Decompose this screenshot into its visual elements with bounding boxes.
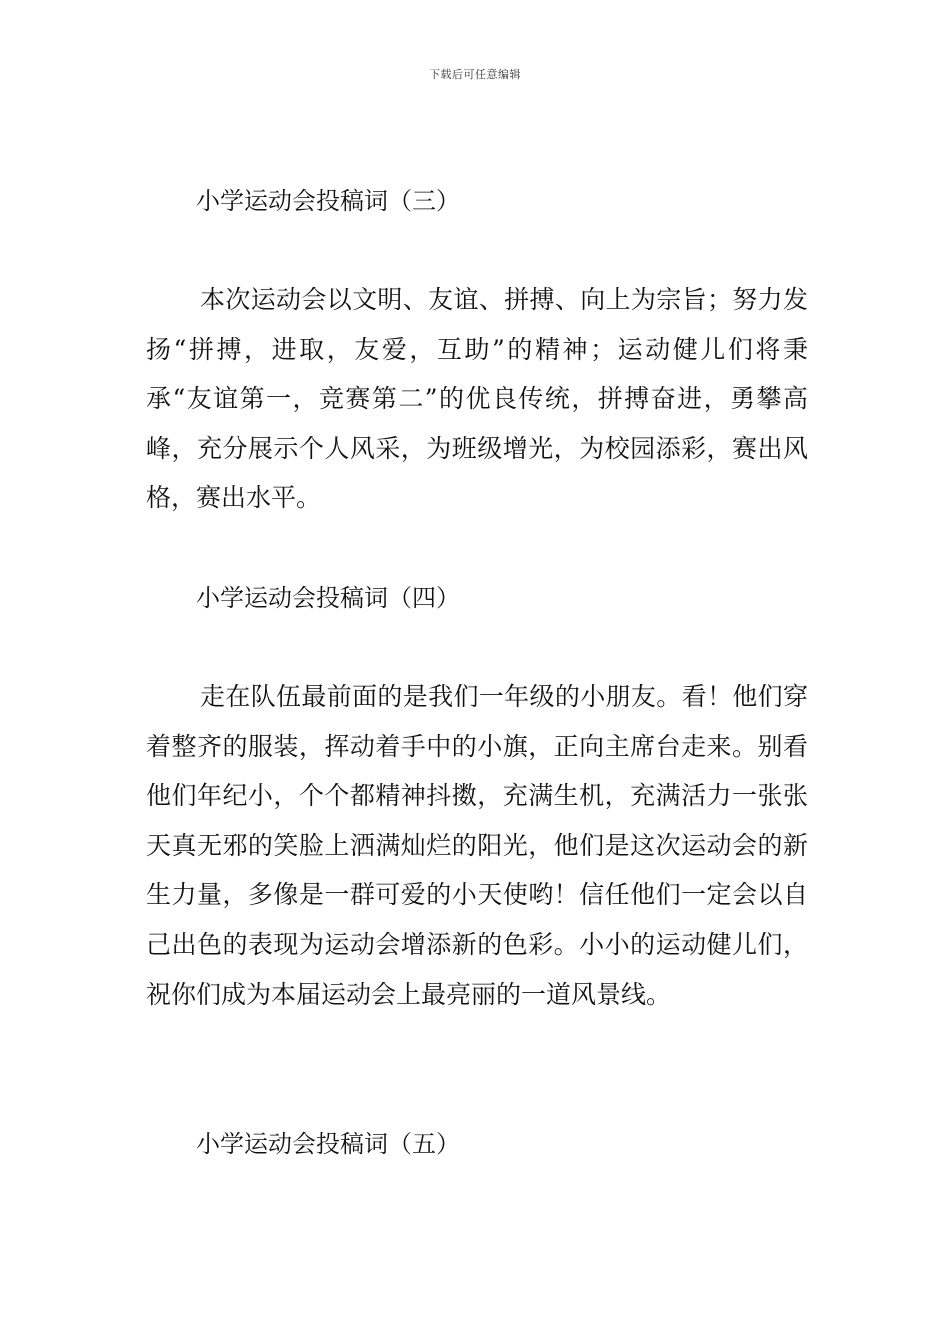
section-body-3: 本次运动会以文明、友谊、拼搏、向上为宗旨；努力发扬“拼搏，进取，友爱，互助”的精神；运动健儿们将秉承“友谊第一，竞赛第二”的优良传统，拼搏奋进，勇攀高峰，充分展示个人风采，为班级增光，为校园添彩，赛出风格，赛出水平。	[146, 285, 808, 513]
section-heading-4: 小学运动会投稿词（四）	[196, 584, 460, 612]
section-body-4: 走在队伍最前面的是我们一年级的小朋友。看！他们穿着整齐的服装，挥动着手中的小旗，正向主席台走来。别看他们年纪小，个个都精神抖擞，充满生机，充满活力一张张天真无邪的笑脸上洒满灿烂的阳光，他们是这次运动会的新生力量，多像是一群可爱的小天使哟！信任他们一定会以自己出色的表现为运动会增添新的色彩。小小的运动健儿们，祝你们成为本届运动会上最亮丽的一道风景线。	[146, 682, 808, 1009]
header-note: 下载后可任意编辑	[429, 68, 521, 81]
section-heading-5: 小学运动会投稿词（五）	[196, 1130, 460, 1158]
section-heading-3: 小学运动会投稿词（三）	[196, 187, 460, 215]
